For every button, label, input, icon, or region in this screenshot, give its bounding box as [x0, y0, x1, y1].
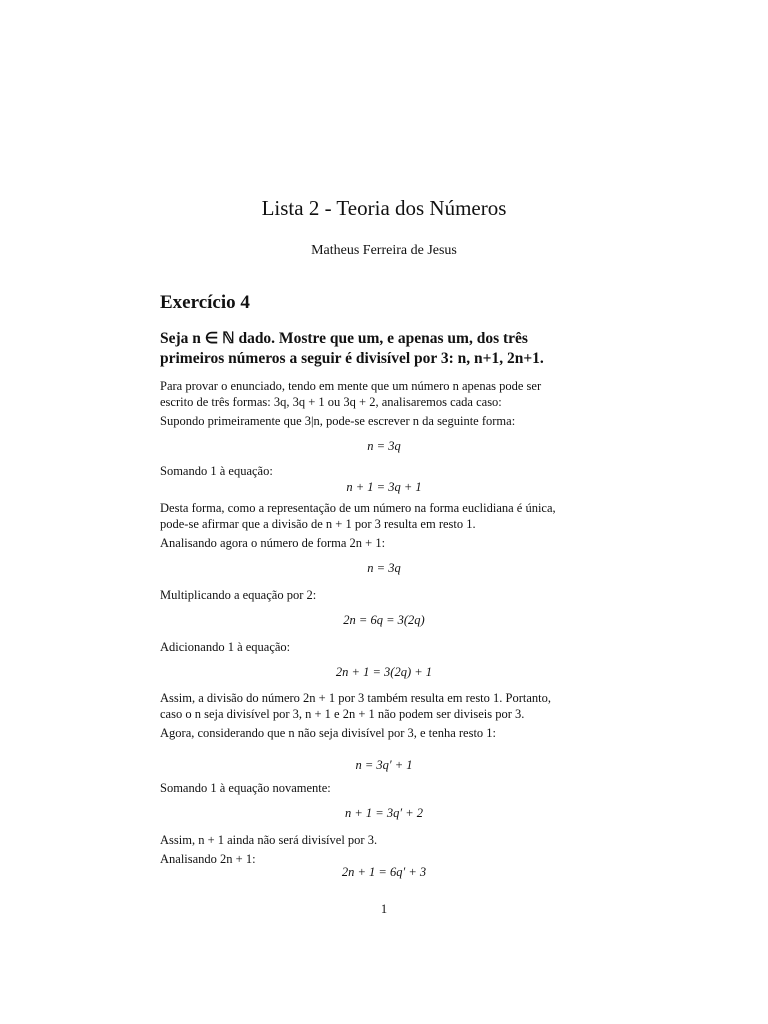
paragraph-euclid-line-2: pode-se afirmar que a divisão de n + 1 por 3 resulta em resto 1.	[160, 517, 476, 531]
paragraph-multiply: Multiplicando a equação por 2:	[160, 588, 317, 602]
paragraph-euclid	[160, 500, 616, 532]
document-title: Lista 2 - Teoria dos Números	[261, 196, 507, 220]
paragraph-euclid-line-1: Desta forma, como a representação de um número na forma euclidiana é única,	[160, 501, 556, 515]
paragraph-intro-line-1: Para provar o enunciado, tendo em mente que um número n apenas pode ser	[160, 379, 542, 393]
equation-2: n + 1 = 3q + 1	[346, 480, 422, 494]
equation-6: n = 3q′ + 1	[355, 758, 413, 772]
equation-8: 2n + 1 = 6q′ + 3	[341, 865, 427, 879]
paragraph-conclusion-line-1: Assim, a divisão do número 2n + 1 por 3 também resulta em resto 1. Portanto,	[160, 691, 552, 705]
paragraph-sum: Somando 1 à equação:	[160, 464, 273, 478]
paragraph-conclusion	[160, 690, 616, 722]
author-name: Matheus Ferreira de Jesus	[311, 243, 457, 258]
statement-line-2: primeiros números a seguir é divisível por 3: n, n+1, 2n+1.	[160, 350, 544, 367]
paragraph-conclusion-line-2: caso o n seja divisível por 3, n + 1 e 2n + 1 não podem ser diviseis por 3.	[160, 707, 525, 721]
paragraph-case-2: Agora, considerando que n não seja divisível por 3, e tenha resto 1:	[160, 726, 497, 740]
page-number: 1	[380, 902, 388, 916]
section-heading: Exercício 4	[160, 292, 250, 313]
paragraph-sum-again: Somando 1 à equação novamente:	[160, 781, 331, 795]
statement-line-1: Seja n ∈ ℕ dado. Mostre que um, e apenas um, dos três	[160, 330, 528, 347]
paragraph-case-1: Supondo primeiramente que 3|n, pode-se escrever n da seguinte forma:	[160, 414, 516, 428]
equation-4: 2n = 6q = 3(2q)	[343, 613, 425, 627]
paragraph-intro	[160, 378, 616, 410]
equation-3: n = 3q	[367, 561, 401, 575]
paragraph-2n1: Analisando agora o número de forma 2n + 1:	[160, 536, 386, 550]
equation-5: 2n + 1 = 3(2q) + 1	[335, 665, 433, 679]
paragraph-not-divisible: Assim, n + 1 ainda não será divisível por 3.	[160, 833, 378, 847]
paragraph-analyze: Analisando 2n + 1:	[160, 852, 256, 866]
paragraph-add: Adicionando 1 à equação:	[160, 640, 291, 654]
equation-1: n = 3q	[367, 439, 401, 453]
exercise-statement	[160, 329, 616, 369]
paragraph-intro-line-2: escrito de três formas: 3q, 3q + 1 ou 3q + 2, analisaremos cada caso:	[160, 395, 502, 409]
equation-7: n + 1 = 3q′ + 2	[344, 806, 424, 820]
